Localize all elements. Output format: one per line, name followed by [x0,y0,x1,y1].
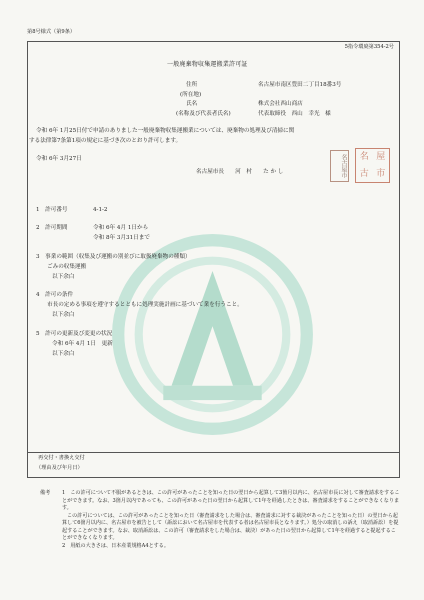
form-label: 第8号様式（第9条） [27,29,76,35]
address-label: 住所 [186,82,198,88]
item-permit-period-from: 令和 6年 4月 1日から [93,225,149,231]
permit-number-top: 5指令環廃第354-2号 [344,44,394,50]
remarks-label: 備考 [40,490,51,496]
item-business-scope-blank: 以下余白 [52,274,75,280]
item-renewal-label: 5 許可の更新及び変更の状況 [36,331,113,337]
item-renewal-blank: 以下余白 [52,351,75,357]
remarks [40,490,400,550]
city-emblem-watermark [110,232,315,437]
address-value: 名古屋市南区豊田二丁目18番3号 [258,82,342,88]
representative-name: 代表取締役 西山 幸光 様 [258,111,331,117]
item-business-scope-label: 3 事業の範囲（収集及び運搬の別並びに取扱廃棄物の種類） [36,254,191,260]
item-renewal-value: 令和 6年 4月 1日 更新 [52,341,113,347]
remark-1-continued: この許可については、この許可があったことを知った日（審査請求をした場合は、審査請求に対する裁決があったことを知った日）の翌日から起算して6箇月以内に、名古屋市を被告として（訴訟において名古屋市を代表する者は名古屋市長となります。）処分の取消しの訴え（取消訴訟）を提起することができます。なお、取消訴訟は、この許可（審査請求をした場合は、裁決）があった日の翌日から起算して1年を経過すると提起することができなくなります。 [62,512,399,541]
item-permit-number-value: 4-1-2 [93,207,108,213]
company-name: 株式会社西山商店 [258,101,303,107]
remark-2: 2 用紙の大きさは、日本産業規格A4とする。 [62,542,169,549]
item-permit-period-label: 2 許可期間 [36,225,68,231]
issue-date: 令和 6年 3月27日 [36,156,82,162]
item-permit-number-label: 1 許可番号 [36,207,68,213]
mayor-name: 名古屋市長 河 村 た か し [196,169,284,175]
item-business-scope-value: ごみの収集運搬 [47,264,87,270]
item-conditions-value: 市長の定める事項を遵守するとともに処理実施計画に基づいて業を行うこと。 [47,302,243,308]
reissue-reason-label: （理由及び年月日） [36,465,83,471]
item-conditions-label: 4 許可の条件 [36,292,74,298]
remark-1: 1 この許可について不服があるときは、この許可があったことを知った日の翌日から起算して3箇月以内に、名古屋市長に対して審査請求をすることができます。なお、3箇月以内であっても、この許可があった日の翌日から起算して1年を経過したときは、審査請求をすることができなくなります。 [62,490,400,511]
item-conditions-blank: 以下余白 [52,312,75,318]
reissue-label: 再交付・書換え交付 [38,455,85,461]
address-sub-label: (所在地) [180,92,202,98]
name-label: 氏名 [186,101,198,107]
intro-line-1: 令和 6年 1月25日付で申請のありました一般廃棄物収集運搬業については、廃棄物の処理及び清掃に関 [36,128,295,134]
official-seal: 名 屋 古 市 [355,148,390,183]
name-sub-label: (名称及び代表者氏名) [176,111,231,117]
city-stamp: 名古屋市 [330,150,349,182]
document-title: 一般廃棄物収集運搬業許可証 [167,61,248,68]
intro-line-2: する法律第7条第1項の規定に基づき次のとおり許可します。 [29,138,182,144]
item-permit-period-to: 令和 8年 3月31日まで [93,235,150,241]
